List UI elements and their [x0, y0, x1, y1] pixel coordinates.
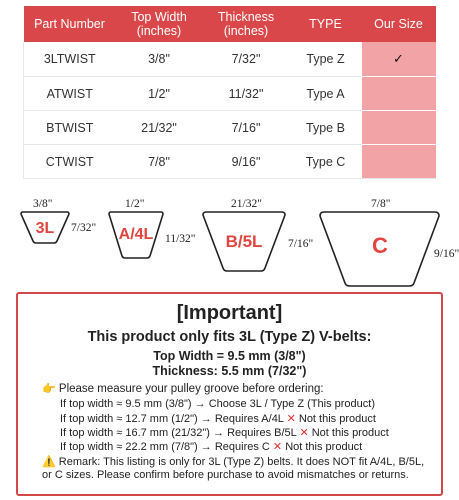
cell-thickness: 7/32"	[231, 52, 261, 66]
cell-type: Type A	[290, 77, 362, 111]
cell-top-width: 7/8"	[116, 145, 203, 179]
not-product-text: Not this product	[285, 441, 363, 453]
header-part-number: Part Number	[24, 6, 116, 42]
cell-part: 3LTWIST	[24, 42, 116, 77]
cross-icon: ✕	[299, 427, 309, 439]
table-row	[24, 111, 436, 145]
notice-headline: This product only fits 3L (Type Z) V-belts:	[87, 329, 372, 345]
header-top-width: Top Width (inches)	[116, 6, 203, 42]
check-text: If top width ≈ 22.2 mm (7/8") → Requires C	[60, 441, 270, 453]
cell-type: Type C	[290, 145, 362, 179]
belt-width-label: 21/32"	[231, 198, 262, 210]
cell-our-size	[362, 145, 436, 179]
cell-top-width: 21/32"	[116, 111, 203, 145]
header-type: TYPE	[290, 6, 362, 42]
belt-name: C	[372, 233, 388, 258]
table-row	[24, 145, 436, 179]
remark-text: Remark: This listing is only for 3L (Type Z) belts. It does NOT fit A/4L, B/5L, or C sizes. Please confirm before purchase to avoid mismatches or returns.	[42, 456, 425, 481]
check-row	[60, 398, 375, 410]
check-row	[60, 440, 362, 453]
cell-part: ATWIST	[24, 77, 116, 111]
cell-our-size	[362, 77, 436, 111]
table-row	[24, 77, 436, 111]
measure-text: Please measure your pulley groove before ordering:	[58, 383, 324, 395]
belt-name: A/4L	[118, 226, 154, 243]
belt-thickness-label: 11/32"	[165, 233, 196, 245]
cell-thickness: 9/16"	[203, 145, 290, 179]
belt-width-label: 7/8"	[371, 198, 391, 210]
cross-icon: ✕	[286, 413, 296, 425]
warning-icon: ⚠️	[42, 456, 56, 468]
header-thickness: Thickness (inches)	[203, 6, 290, 42]
belt-name: B/5L	[225, 232, 263, 251]
check-row	[60, 426, 389, 439]
cell-part: BTWIST	[24, 111, 116, 145]
table-row	[24, 42, 436, 77]
belt-thickness-label: 7/16"	[288, 238, 314, 250]
cell-thickness: 11/32"	[203, 77, 290, 111]
cell-type: Type Z	[306, 52, 345, 66]
not-product-text: Not this product	[311, 427, 389, 439]
belt-thickness-label: 9/16"	[434, 248, 459, 260]
table-header-row	[24, 6, 436, 42]
notice-title: [Important]	[176, 302, 283, 324]
check-text: If top width ≈ 12.7 mm (1/2") → Requires A/4L	[60, 413, 284, 425]
cell-type: Type B	[290, 111, 362, 145]
check-text: If top width ≈ 16.7 mm (21/32") → Requires B/5L	[60, 427, 297, 439]
notice-thickness: Thickness: 5.5 mm (7/32")	[152, 364, 307, 378]
cell-part: CTWIST	[24, 145, 116, 179]
belt-width-label: 1/2"	[125, 198, 145, 210]
check-row	[60, 412, 376, 425]
cell-our-size	[362, 42, 436, 77]
cell-top-width: 1/2"	[116, 77, 203, 111]
belt-thickness-label: 7/32"	[71, 222, 97, 234]
pointing-hand-icon: 👉	[42, 383, 56, 395]
belt-name: 3L	[35, 220, 55, 237]
belt-width-label: 3/8"	[33, 198, 53, 210]
important-notice	[16, 292, 443, 496]
not-product-text: Not this product	[298, 413, 376, 425]
cell-our-size	[362, 111, 436, 145]
cell-thickness: 7/16"	[203, 111, 290, 145]
notice-top-width: Top Width = 9.5 mm (3/8")	[153, 349, 306, 363]
header-our-size: Our Size	[362, 6, 436, 42]
check-icon: ✓	[393, 51, 404, 66]
cell-top-width: 3/8"	[148, 52, 170, 66]
measure-instruction	[42, 382, 324, 395]
remark	[42, 456, 432, 482]
cross-icon: ✕	[272, 441, 283, 453]
size-table	[23, 6, 436, 179]
check-text: If top width ≈ 9.5 mm (3/8") → Choose 3L / Type Z (This product)	[60, 398, 376, 410]
